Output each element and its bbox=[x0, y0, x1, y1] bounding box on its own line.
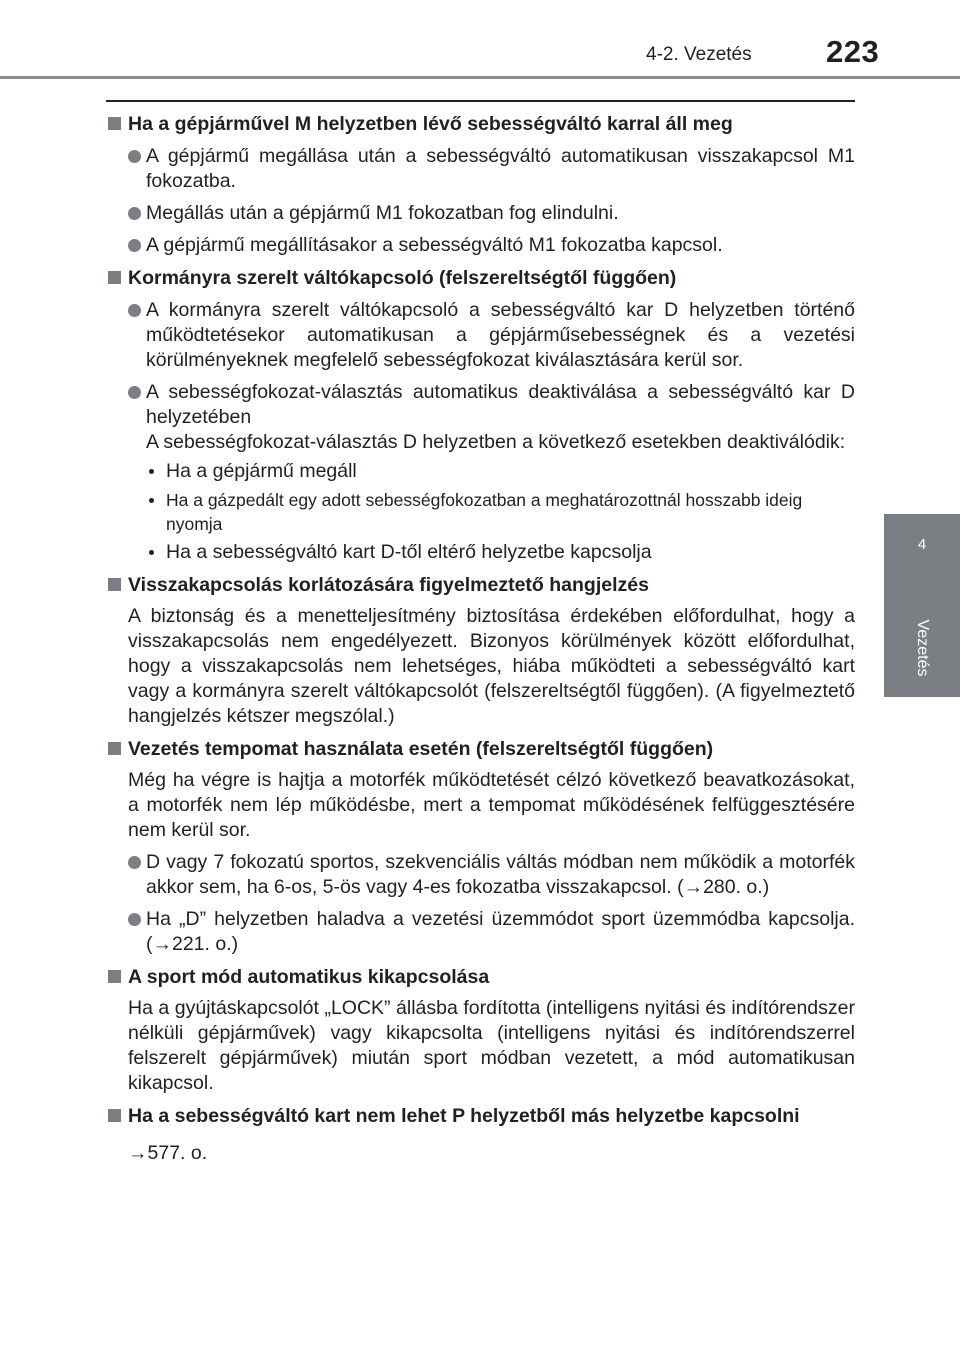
page-number: 223 bbox=[826, 34, 880, 69]
chapter-number: 4 bbox=[917, 536, 927, 553]
dot-bullet-icon bbox=[149, 498, 154, 503]
bullet-item: A gépjármű megállása után a sebességváltó automatikusan visszakapcsol M1 fokozatba. bbox=[108, 144, 855, 194]
bullet-item: A gépjármű megállításakor a sebességváltó M1 fokozatba kapcsol. bbox=[108, 233, 855, 258]
circle-bullet-icon bbox=[128, 386, 141, 399]
section-heading: A sport mód automatikus kikapcsolása bbox=[108, 965, 855, 990]
square-bullet-icon bbox=[108, 578, 121, 591]
section-4 bbox=[108, 737, 855, 957]
dot-bullet-icon bbox=[149, 550, 154, 555]
header-section-title: 4-2. Vezetés bbox=[646, 44, 752, 65]
section-heading: Ha a gépjárművel M helyzetben lévő sebességváltó karral áll meg bbox=[108, 112, 855, 137]
circle-bullet-icon bbox=[128, 239, 141, 252]
sub-list-item: Ha a gázpedált egy adott sebességfokozatban a meghatározottnál hosszabb ideig nyomja bbox=[108, 488, 855, 536]
page-reference: →577. o. bbox=[128, 1142, 208, 1164]
square-bullet-icon bbox=[108, 742, 121, 755]
section-paragraph: Ha a gyújtáskapcsolót „LOCK” állásba fordította (intelligens nyitási és indítórendszer nélküli gépjárművek) vagy kikapcsolta (intelligens nyitási és indítórendszerrel felszerelt gépjárművek) miután sport módban vezetett, a mód automatikusan kikapcsol. bbox=[128, 997, 855, 1094]
section-1 bbox=[108, 112, 855, 258]
sub-list-item: Ha a sebességváltó kart D-től eltérő helyzetbe kapcsolja bbox=[108, 540, 855, 565]
section-heading: Visszakapcsolás korlátozására figyelmeztető hangjelzés bbox=[108, 573, 855, 598]
circle-bullet-icon bbox=[128, 150, 141, 163]
square-bullet-icon bbox=[108, 271, 121, 284]
content-top-rule bbox=[106, 100, 855, 102]
section-3 bbox=[108, 573, 855, 729]
square-bullet-icon bbox=[108, 1109, 121, 1122]
section-heading: Kormányra szerelt váltókapcsoló (felszereltségtől függően) bbox=[108, 266, 855, 291]
page-content bbox=[108, 108, 855, 1174]
chapter-label: Vezetés bbox=[914, 619, 931, 677]
bullet-item: Megállás után a gépjármű M1 fokozatban fog elindulni. bbox=[108, 201, 855, 226]
circle-bullet-icon bbox=[128, 304, 141, 317]
section-paragraph: A biztonság és a menetteljesítmény biztosítása érdekében előfordulhat, hogy a visszakapcsolás nem engedélyezett. Bizonyos körülmények között előfordulhat, hogy a visszakapcsolás nem lehetséges, hiába működteti a sebességváltó kart vagy a kormányra szerelt váltókapcsolót (felszereltségtől függően). (A figyelmeztető hangjelzés kétszer megszólal.) bbox=[128, 605, 855, 727]
bullet-item: Ha „D” helyzetben haladva a vezetési üzemmódot sport üzemmódba kapcsolja. (→221. o.) bbox=[108, 907, 855, 957]
section-6 bbox=[108, 1104, 855, 1166]
chapter-side-tab bbox=[884, 514, 960, 697]
sub-list-item: Ha a gépjármű megáll bbox=[108, 459, 855, 484]
circle-bullet-icon bbox=[128, 856, 141, 869]
dot-bullet-icon bbox=[149, 469, 154, 474]
square-bullet-icon bbox=[108, 117, 121, 130]
circle-bullet-icon bbox=[128, 913, 141, 926]
section-heading: Ha a sebességváltó kart nem lehet P helyzetből más helyzetbe kapcsolni bbox=[108, 1104, 855, 1129]
section-5 bbox=[108, 965, 855, 1096]
section-heading: Vezetés tempomat használata esetén (felszereltségtől függően) bbox=[108, 737, 855, 762]
square-bullet-icon bbox=[108, 970, 121, 983]
bullet-item: D vagy 7 fokozatú sportos, szekvenciális váltás módban nem működik a motorfék akkor sem, ha 6-os, 5-ös vagy 4-es fokozatba visszakapcsol. (→280. o.) bbox=[108, 850, 855, 900]
section-2 bbox=[108, 266, 855, 565]
circle-bullet-icon bbox=[128, 207, 141, 220]
bullet-item: A sebességfokozat-választás automatikus deaktiválása a sebességváltó kar D helyzetében A sebességfokozat-választás D helyzetben a következő esetekben deaktiválódik: bbox=[108, 380, 855, 455]
section-paragraph: Még ha végre is hajtja a motorfék működtetését célzó következő beavatkozásokat, a motorfék nem lép működésbe, mert a tempomat működésének felfüggesztésére nem kerül sor. bbox=[128, 769, 855, 841]
header-rule bbox=[0, 76, 960, 79]
bullet-item: A kormányra szerelt váltókapcsoló a sebességváltó kar D helyzetben történő működtetésekor automatikusan a gépjárműsebességnek és a vezetési körülményeknek megfelelő sebességfokozat kiválasztására kerül sor. bbox=[108, 298, 855, 373]
